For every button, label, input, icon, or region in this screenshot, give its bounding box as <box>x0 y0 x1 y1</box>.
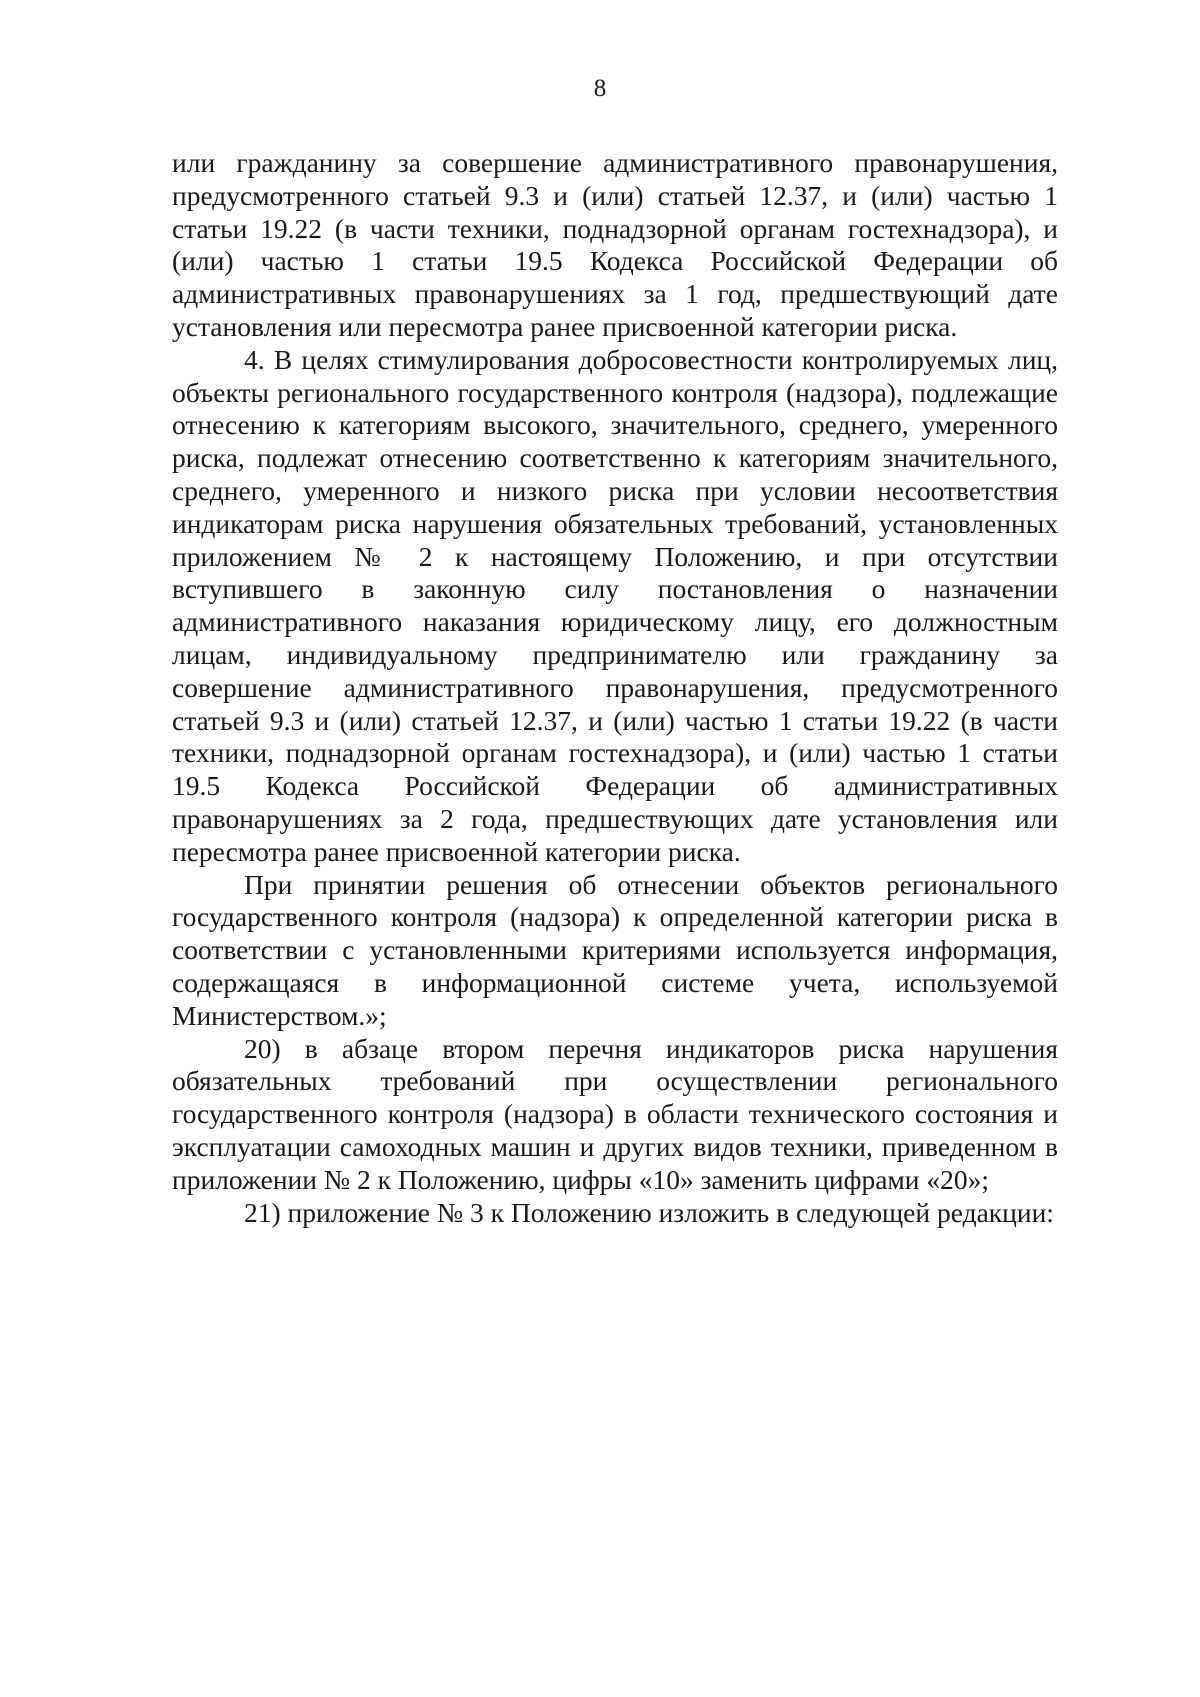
paragraph-item-4: 4. В целях стимулирования добросовестности контролируемых лиц, объекты регионального государственного контроля (надзора), подлежащие отнесению к категориям высокого, значительного, среднего, умеренного риска, подлежат отнесению соответственно к категориям значительного, среднего, умеренного и низкого риска при условии несоответствия индикаторам риска нарушения обязательных требований, установленных приложением № 2 к настоящему Положению, и при отсутствии вступившего в законную силу постановления о назначении административного наказания юридическому лицу, его должностным лицам, индивидуальному предпринимателю или гражданину за совершение административного правонарушения, предусмотренного статьей 9.3 и (или) статьей 12.37, и (или) частью 1 статьи 19.22 (в части техники, поднадзорной органам гостехнадзора), и (или) частью 1 статьи 19.5 Кодекса Российской Федерации об административных правонарушениях за 2 года, предшествующих дате установления или пересмотра ранее присвоенной категории риска. <box>172 343 1058 867</box>
paragraph-continuation: или гражданину за совершение административного правонарушения, предусмотренного статьей 9.3 и (или) статьей 12.37, и (или) частью 1 статьи 19.22 (в части техники, поднадзорной органам гостехнадзора), и (или) частью 1 статьи 19.5 Кодекса Российской Федерации об административных правонарушениях за 1 год, предшествующий дате установления или пересмотра ранее присвоенной категории риска. <box>172 147 1058 342</box>
paragraph-item-21: 21) приложение № 3 к Положению изложить в следующей редакции: <box>244 1196 1054 1228</box>
page-number: 8 <box>593 75 607 102</box>
paragraph-risk-decision: При принятии решения об отнесении объектов регионального государственного контроля (надзора) к определенной категории риска в соответствии с установленными критериями используется информация, содержащаяся в информационной системе учета, используемой Министерством.»; <box>172 868 1058 1031</box>
document-body <box>172 147 1058 1229</box>
paragraph-item-20: 20) в абзаце втором перечня индикаторов риска нарушения обязательных требований при осуществлении регионального государственного контроля (надзора) в области технического состояния и эксплуатации самоходных машин и других видов техники, приведенном в приложении № 2 к Положению, цифры «10» заменить цифрами «20»; <box>172 1032 1058 1195</box>
